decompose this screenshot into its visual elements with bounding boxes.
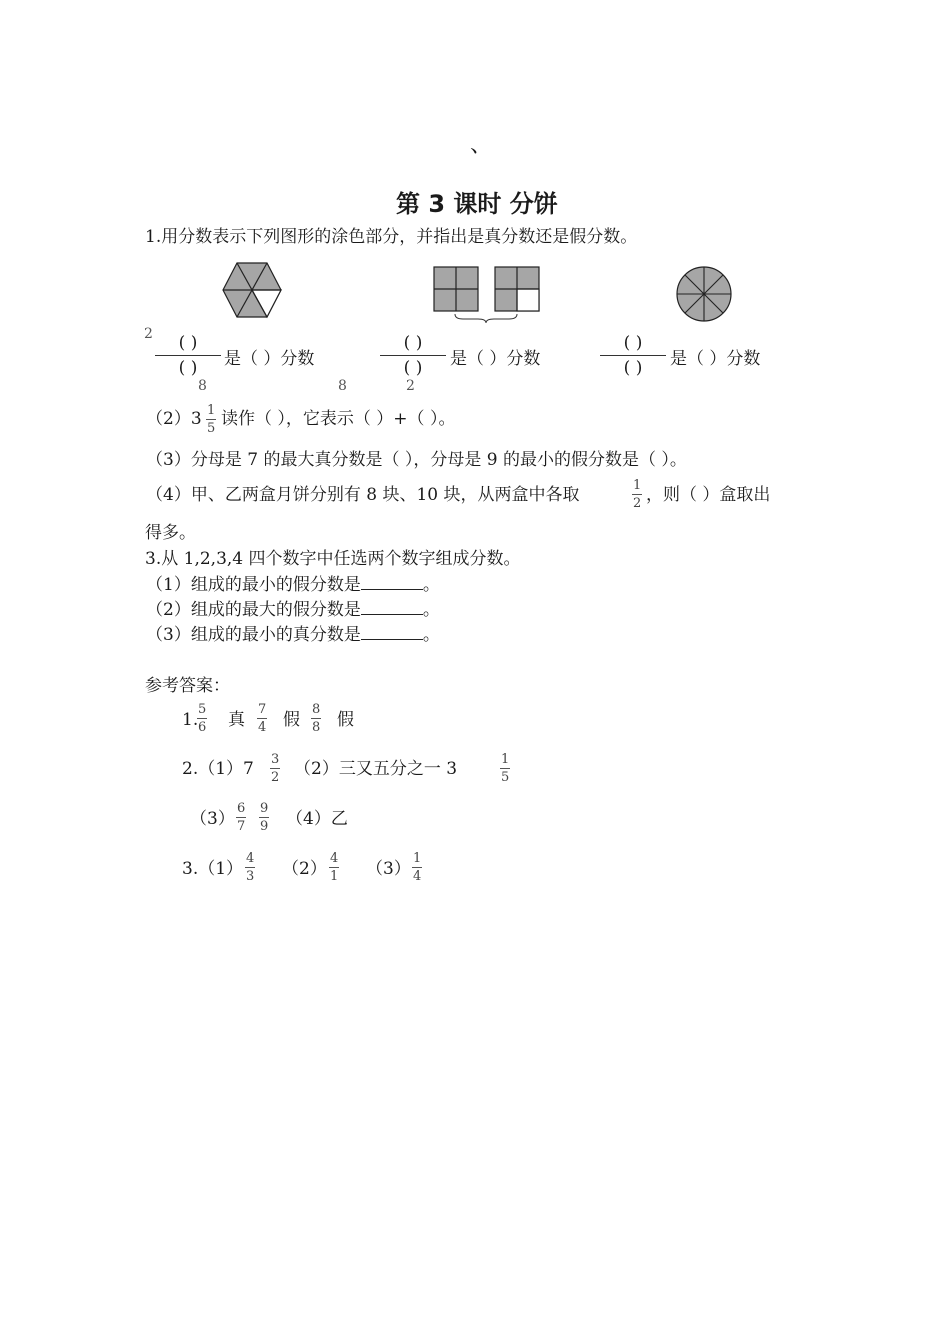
q3-item-2[interactable]: [146, 598, 440, 621]
q3-item-3[interactable]: [146, 623, 440, 646]
slot-numerator: ( ): [178, 333, 198, 353]
answer3-fraction-2: [329, 851, 339, 884]
q2-part4-fraction: [632, 478, 642, 511]
fraction-bar: [270, 768, 280, 769]
denominator: 2: [633, 496, 642, 511]
answer-blank[interactable]: [361, 573, 423, 590]
q1-prompt: 1.用分数表示下列图形的涂色部分，并指出是真分数还是假分数。: [145, 227, 638, 247]
q1-fraction-slot-2[interactable]: [380, 332, 446, 379]
page-title: 第 3 课时 分饼: [396, 190, 558, 218]
slot-numerator: ( ): [623, 333, 643, 353]
numerator: 5: [198, 702, 207, 717]
numerator: 9: [260, 801, 269, 816]
answer2b-fraction-1: [236, 801, 246, 834]
answer2b-fraction-2: [259, 801, 269, 834]
q2-part2-text[interactable]: 读作（ ），它表示（ ）+（ ）。: [221, 409, 456, 429]
answer2-middle: （2）三又五分之一 3: [294, 759, 458, 779]
denominator: 9: [260, 819, 269, 834]
denominator: 7: [237, 819, 246, 834]
numerator: 7: [258, 702, 267, 717]
q2-part2-prefix: （2）3: [146, 409, 202, 429]
answer2-fraction-1: [270, 752, 280, 785]
denominator: 5: [501, 770, 510, 785]
fraction-bar: [500, 768, 510, 769]
answer3-part1: 3.（1）: [182, 859, 244, 879]
denominator: 2: [271, 770, 280, 785]
answer3-part2: （2）: [282, 859, 327, 879]
answer1-prefix: 1.: [182, 710, 199, 730]
two-squares-figure: [433, 266, 541, 326]
denominator: 6: [198, 720, 207, 735]
answer1-word-1: 真: [228, 710, 245, 730]
denominator: 4: [413, 869, 422, 884]
answer1-fraction-3: [311, 702, 321, 735]
numerator: 1: [501, 752, 510, 767]
q2-part4-suffix[interactable]: ，则（ ）盒取出: [646, 485, 771, 505]
answer-blank[interactable]: [361, 623, 423, 640]
fraction-bar: [245, 867, 255, 868]
answer1-word-2: 假: [283, 710, 300, 730]
fraction-bar: [380, 355, 446, 356]
numerator: 3: [271, 752, 280, 767]
item-end: 。: [422, 600, 440, 620]
answer3-fraction-3: [412, 851, 422, 884]
fraction-bar: [197, 718, 207, 719]
q1-type-blank-3[interactable]: 是（ ）分数: [670, 349, 761, 369]
denominator: 3: [246, 869, 255, 884]
answer1-fraction-2: [257, 702, 267, 735]
answer2b-suffix: （4）乙: [286, 809, 348, 829]
slot-denominator: ( ): [178, 358, 198, 378]
q1-under-2: 8: [338, 378, 347, 394]
answer1-fraction-1: [197, 702, 207, 735]
q2-part4-prefix: （4）甲、乙两盒月饼分别有 8 块、10 块，从两盒中各取: [146, 485, 580, 505]
item-end: 。: [422, 625, 440, 645]
answer3-part3: （3）: [366, 859, 411, 879]
hexagon-figure: [222, 262, 282, 318]
fraction-bar: [600, 355, 666, 356]
q1-left-mark: 2: [144, 326, 153, 342]
fraction-bar: [236, 817, 246, 818]
answer-blank[interactable]: [361, 598, 423, 615]
item-end: 。: [422, 575, 440, 595]
q2-part2-fraction: [206, 403, 216, 436]
numerator: 1: [633, 478, 642, 493]
answer2-fraction-2: [500, 752, 510, 785]
denominator: 4: [258, 720, 267, 735]
q1-under-1: 8: [198, 378, 207, 394]
answer1-word-3: 假: [337, 710, 354, 730]
numerator: 6: [237, 801, 246, 816]
numerator: 1: [413, 851, 422, 866]
q2-part4-continuation: 得多。: [145, 523, 196, 543]
fraction-bar: [206, 419, 216, 420]
q3-item-1[interactable]: [146, 573, 440, 596]
q2-part3-text[interactable]: （3）分母是 7 的最大真分数是（ ），分母是 9 的最小的假分数是（ ）。: [146, 450, 687, 470]
numerator: 4: [246, 851, 255, 866]
fraction-bar: [259, 817, 269, 818]
q1-under-3: 2: [406, 378, 415, 394]
numerator: 4: [330, 851, 339, 866]
fraction-bar: [257, 718, 267, 719]
fraction-bar: [632, 494, 642, 495]
q3-prompt: 3.从 1,2,3,4 四个数字中任选两个数字组成分数。: [145, 549, 521, 569]
answer3-fraction-1: [245, 851, 255, 884]
q1-fraction-slot-1[interactable]: [155, 332, 221, 379]
slot-numerator: ( ): [403, 333, 423, 353]
fraction-bar: [155, 355, 221, 356]
fraction-bar: [329, 867, 339, 868]
fraction-bar: [412, 867, 422, 868]
top-mark: 、: [470, 133, 493, 158]
fraction-bar: [311, 718, 321, 719]
numerator: 1: [207, 403, 216, 418]
q1-fraction-slot-3[interactable]: [600, 332, 666, 379]
q1-type-blank-1[interactable]: 是（ ）分数: [224, 349, 315, 369]
denominator: 1: [330, 869, 339, 884]
slot-denominator: ( ): [623, 358, 643, 378]
item-label: （3）组成的最小的真分数是: [146, 625, 361, 645]
answer2-prefix: 2.（1）7: [182, 759, 254, 779]
q1-type-blank-2[interactable]: 是（ ）分数: [450, 349, 541, 369]
slot-denominator: ( ): [403, 358, 423, 378]
item-label: （2）组成的最大的假分数是: [146, 600, 361, 620]
answer2b-prefix: （3）: [190, 809, 235, 829]
answers-heading: 参考答案：: [145, 676, 230, 696]
numerator: 8: [312, 702, 321, 717]
circle-figure: [676, 266, 732, 322]
item-label: （1）组成的最小的假分数是: [146, 575, 361, 595]
denominator: 8: [312, 720, 321, 735]
denominator: 5: [207, 421, 216, 436]
